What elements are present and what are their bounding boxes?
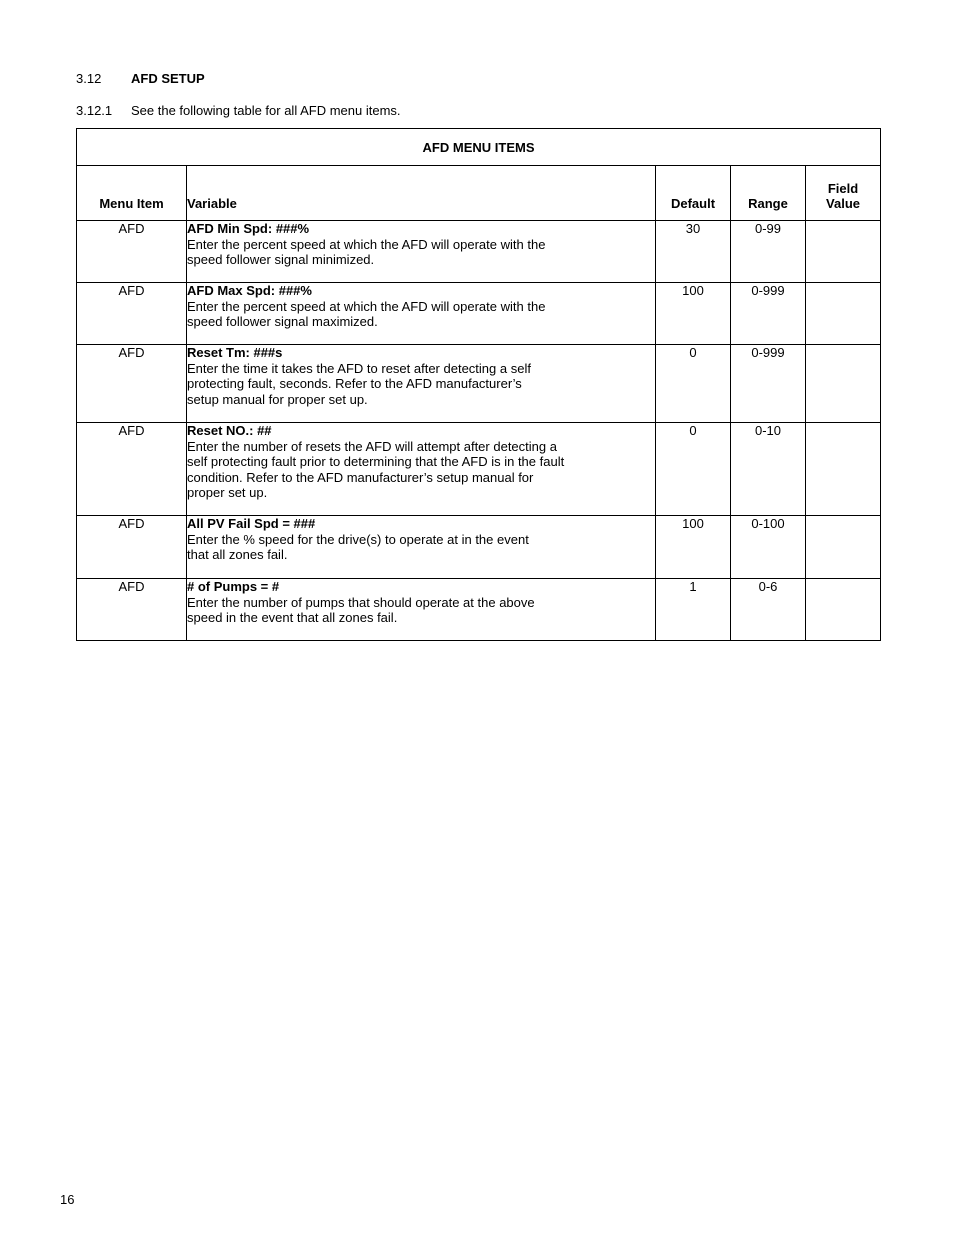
field-value-cell[interactable] [806,579,881,641]
range-cell: 0-100 [731,516,806,579]
header-field-value [806,166,881,221]
variable-cell [187,283,656,345]
variable-cell [187,516,656,579]
range-cell: 0-99 [731,221,806,283]
default-cell: 0 [656,345,731,423]
variable-title: Reset Tm: ###s [187,345,283,360]
variable-desc-line: speed follower signal maximized. [187,314,378,329]
header-menu-item: Menu Item [77,166,187,221]
variable-desc-line: Enter the number of pumps that should operate at the above [187,594,535,610]
variable-desc-line: Enter the number of resets the AFD will attempt after detecting a [187,438,557,454]
menu-item-cell: AFD [77,221,187,283]
table-row [77,283,881,345]
variable-desc-line: Enter the percent speed at which the AFD will operate with the [187,298,546,314]
variable-title: AFD Max Spd: ###% [187,283,312,298]
section-title: AFD SETUP [131,71,205,86]
variable-desc-line: that all zones fail. [187,547,288,562]
variable-desc-line: Enter the time it takes the AFD to reset after detecting a self [187,360,531,376]
field-value-cell[interactable] [806,345,881,423]
variable-desc-line: self protecting fault prior to determining that the AFD is in the fault [187,454,565,469]
default-cell: 1 [656,579,731,641]
variable-desc-line: Enter the percent speed at which the AFD will operate with the [187,236,546,252]
variable-desc-line: protecting fault, seconds. Refer to the AFD manufacturer’s [187,376,522,391]
table-caption: AFD MENU ITEMS [77,129,881,166]
header-default: Default [656,166,731,221]
menu-item-cell: AFD [77,516,187,579]
header-variable: Variable [187,166,656,221]
variable-desc-line: speed in the event that all zones fail. [187,610,398,625]
variable-title: All PV Fail Spd = ### [187,516,316,531]
subsection-number: 3.12.1 [76,103,113,118]
range-cell: 0-6 [731,579,806,641]
table-row [77,423,881,516]
table-row [77,345,881,423]
variable-title: # of Pumps = # [187,579,280,594]
variable-cell [187,423,656,516]
header-field-value-line2: Value [826,196,861,211]
field-value-cell[interactable] [806,283,881,345]
header-range: Range [731,166,806,221]
variable-title: AFD Min Spd: ###% [187,221,310,236]
variable-cell [187,579,656,641]
variable-desc-line: proper set up. [187,485,268,500]
field-value-cell[interactable] [806,516,881,579]
range-cell: 0-999 [731,283,806,345]
variable-desc-line: speed follower signal minimized. [187,252,375,267]
range-cell: 0-999 [731,345,806,423]
variable-cell [187,221,656,283]
afd-menu-items-table [76,128,881,641]
menu-item-cell: AFD [77,283,187,345]
header-field-value-line1: Field [827,181,859,196]
default-cell: 100 [656,283,731,345]
menu-item-cell: AFD [77,423,187,516]
default-cell: 100 [656,516,731,579]
variable-title: Reset NO.: ## [187,423,272,438]
table-row [77,221,881,283]
field-value-cell[interactable] [806,423,881,516]
range-cell: 0-10 [731,423,806,516]
menu-item-cell: AFD [77,579,187,641]
variable-desc-line: Enter the % speed for the drive(s) to operate at in the event [187,531,529,547]
section-number: 3.12 [76,71,102,86]
menu-item-cell: AFD [77,345,187,423]
default-cell: 0 [656,423,731,516]
field-value-cell[interactable] [806,221,881,283]
table-row [77,579,881,641]
variable-cell [187,345,656,423]
default-cell: 30 [656,221,731,283]
variable-desc-line: setup manual for proper set up. [187,391,368,407]
table-row [77,516,881,579]
page-number: 16 [60,1192,75,1207]
variable-desc-line: condition. Refer to the AFD manufacturer’s setup manual for [187,469,534,485]
subsection-text: See the following table for all AFD menu items. [131,103,401,118]
